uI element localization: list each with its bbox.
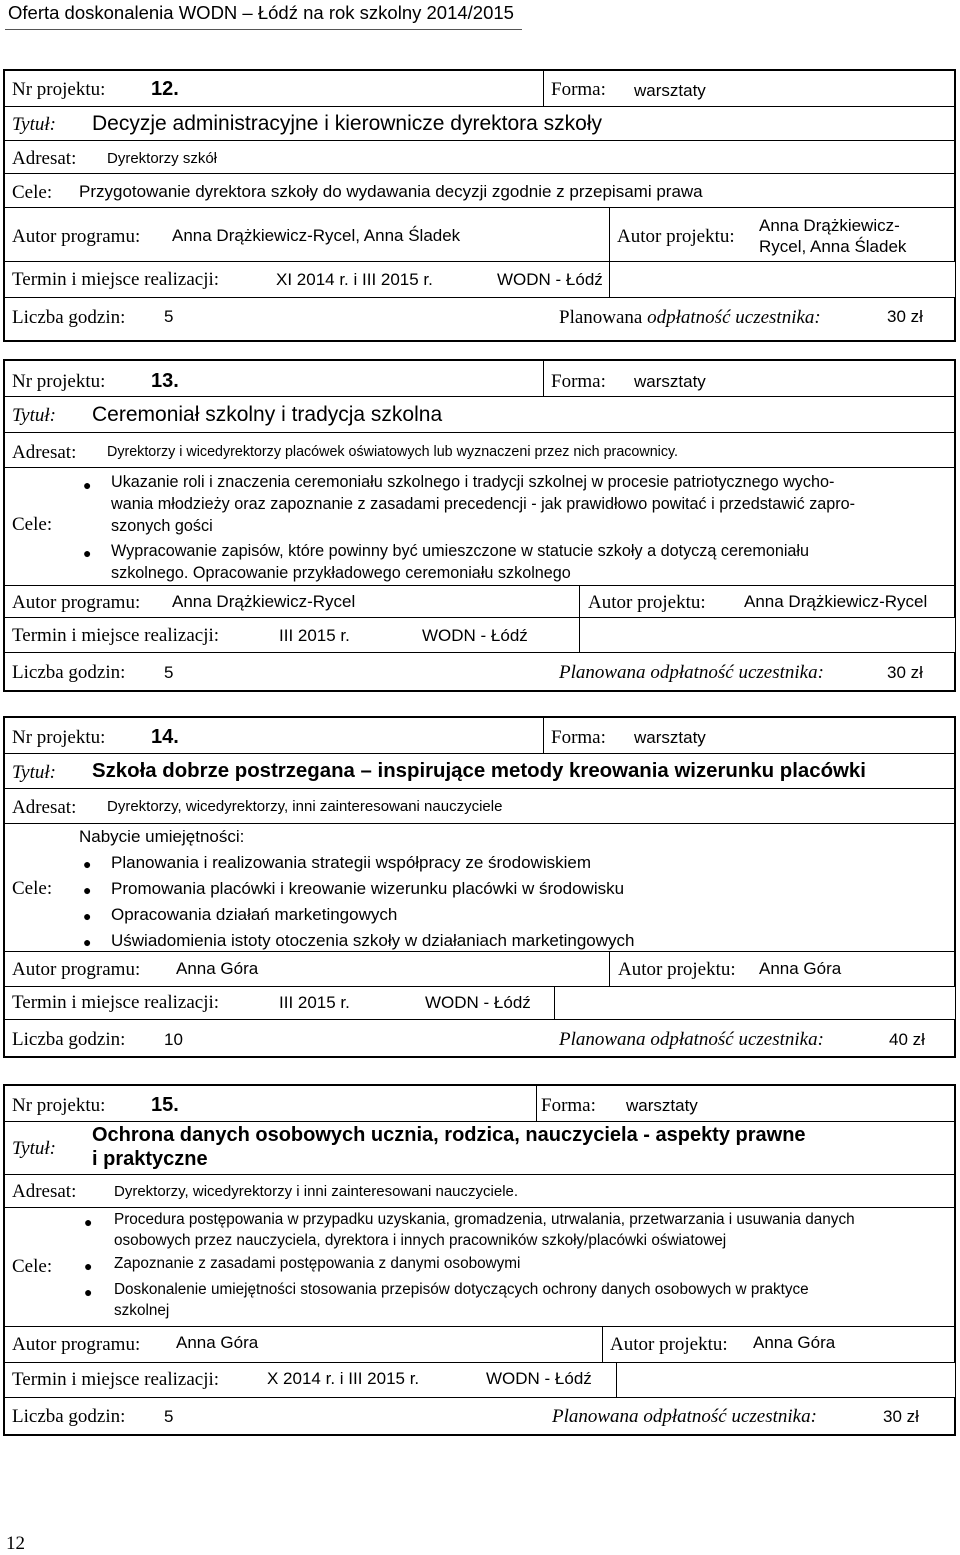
nr-label: Nr projektu: — [12, 727, 106, 748]
autor-projektu-value: Anna Góra — [753, 1333, 836, 1352]
bullet-icon: ● — [84, 1284, 93, 1300]
cele-label: Cele: — [12, 182, 53, 203]
cele-label: Cele: — [12, 514, 53, 535]
autor-projektu-value: Rycel, Anna Śladek — [759, 237, 907, 256]
bullet-icon: ● — [84, 1258, 93, 1274]
cele-item: osobowych przez nauczyciela, dyrektora i innych pracowników szkoły/placówki oświatowej — [114, 1232, 727, 1249]
tytul-label: Tytuł: — [12, 405, 56, 426]
cele-item: Opracowania działań marketingowych — [111, 905, 398, 924]
tytul-label: Tytuł: — [12, 1138, 56, 1159]
project-title: Szkoła dobrze postrzegana – inspirujące metody kreowania wizerunku placówki — [92, 760, 866, 782]
project-number: 15. — [151, 1094, 179, 1116]
cele-intro: Nabycie umiejętności: — [79, 827, 245, 846]
adresat-label: Adresat: — [12, 797, 77, 818]
project-number: 12. — [151, 78, 179, 100]
cele-item: Ukazanie roli i znaczenia ceremoniału szkolnego i tradycji szkolnej w procesie patriotycznego wycho- — [111, 473, 835, 491]
koszt-value: 30 zł — [887, 307, 923, 326]
cele-value: Przygotowanie dyrektora szkoły do wydawania decyzji zgodnie z przepisami prawa — [79, 182, 703, 201]
project-title: Ochrona danych osobowych ucznia, rodzica, nauczyciela - aspekty prawne — [92, 1124, 806, 1146]
page-number: 12 — [6, 1533, 25, 1554]
bullet-icon: ● — [83, 934, 92, 950]
forma-value: warsztaty — [634, 728, 706, 747]
adresat-label: Adresat: — [12, 442, 77, 463]
project-card-15 — [3, 1084, 956, 1436]
project-title: Decyzje administracyjne i kierownicze dyrektora szkoły — [92, 112, 603, 135]
liczba-godzin-label: Liczba godzin: — [12, 307, 126, 328]
cele-item: Planowania i realizowania strategii współpracy ze środowiskiem — [111, 853, 591, 872]
cele-item: Wypracowanie zapisów, które powinny być umieszczone w statucie szkoły a dotyczą ceremoniału — [111, 542, 810, 560]
forma-value: warsztaty — [634, 81, 706, 100]
autor-projektu-label: Autor projektu: — [610, 1334, 728, 1355]
liczba-godzin-label: Liczba godzin: — [12, 1029, 126, 1050]
liczba-godzin-value: 5 — [164, 663, 174, 682]
termin-label: Termin i miejsce realizacji: — [12, 625, 220, 646]
forma-label: Forma: — [541, 1095, 596, 1116]
autor-projektu-value: Anna Góra — [759, 959, 842, 978]
cele-item: Doskonalenie umiejętności stosowania przepisów dotyczących ochrony danych osobowych w praktyce — [114, 1281, 809, 1298]
project-number: 14. — [151, 726, 179, 748]
nr-label: Nr projektu: — [12, 1095, 106, 1116]
planowana-label: Planowana odpłatność uczestnika: — [559, 1029, 824, 1050]
autor-projektu-label: Autor projektu: — [618, 959, 736, 980]
cele-item: wania młodzieży oraz zapoznanie z zasadami precedencji - jak prawidłowo powitać i przedstawić zapro- — [111, 495, 856, 513]
termin-value: III 2015 r. — [279, 626, 350, 645]
bullet-icon: ● — [83, 856, 92, 872]
liczba-godzin-value: 5 — [164, 1407, 174, 1426]
planowana-label: Planowana odpłatność uczestnika: — [559, 307, 821, 328]
termin-label: Termin i miejsce realizacji: — [12, 1369, 220, 1390]
cele-item: Uświadomienia istoty otoczenia szkoły w działaniach marketingowych — [111, 931, 635, 950]
cele-item: Procedura postępowania w przypadku uzyskania, gromadzenia, utrwalania, przetwarzania i usuwania danych — [114, 1211, 855, 1228]
autor-programu-label: Autor programu: — [12, 226, 141, 247]
termin-label: Termin i miejsce realizacji: — [12, 992, 220, 1013]
liczba-godzin-label: Liczba godzin: — [12, 662, 126, 683]
miejsce-value: WODN - Łódź — [497, 270, 603, 289]
forma-label: Forma: — [551, 727, 606, 748]
liczba-godzin-value: 5 — [164, 307, 174, 326]
adresat-value: Dyrektorzy, wicedyrektorzy i inni zainteresowani nauczyciele. — [114, 1183, 519, 1200]
forma-value: warsztaty — [626, 1096, 698, 1115]
cele-item: szkolnego. Opracowanie przykładowego ceremoniału szkolnego — [111, 564, 571, 582]
autor-programu-label: Autor programu: — [12, 592, 141, 613]
project-card-13 — [3, 359, 956, 692]
project-card-14 — [3, 716, 956, 1058]
planowana-label: Planowana odpłatność uczestnika: — [552, 1406, 817, 1427]
miejsce-value: WODN - Łódź — [425, 993, 531, 1012]
project-card-12 — [3, 69, 956, 342]
cele-label: Cele: — [12, 1256, 53, 1277]
autor-programu-value: Anna Góra — [176, 1333, 259, 1352]
project-number: 13. — [151, 370, 179, 392]
autor-programu-value: Anna Drążkiewicz-Rycel — [172, 592, 356, 611]
autor-programu-label: Autor programu: — [12, 959, 141, 980]
nr-label: Nr projektu: — [12, 371, 106, 392]
header-rule — [5, 29, 522, 30]
autor-projektu-label: Autor projektu: — [588, 592, 706, 613]
bullet-icon: ● — [83, 477, 92, 493]
adresat-label: Adresat: — [12, 148, 77, 169]
project-title: i praktyczne — [92, 1148, 208, 1170]
adresat-label: Adresat: — [12, 1181, 77, 1202]
termin-value: XI 2014 r. i III 2015 r. — [276, 270, 433, 289]
koszt-value: 30 zł — [883, 1407, 919, 1426]
autor-programu-value: Anna Drążkiewicz-Rycel, Anna Śladek — [172, 226, 461, 245]
cele-item: Zapoznanie z zasadami postępowania z danymi osobowymi — [114, 1255, 521, 1272]
forma-value: warsztaty — [634, 372, 706, 391]
autor-projektu-label: Autor projektu: — [617, 226, 735, 247]
cele-label: Cele: — [12, 878, 53, 899]
cele-item: Promowania placówki i kreowanie wizerunku placówki w środowisku — [111, 879, 625, 898]
liczba-godzin-label: Liczba godzin: — [12, 1406, 126, 1427]
planowana-label: Planowana odpłatność uczestnika: — [559, 662, 824, 683]
termin-value: X 2014 r. i III 2015 r. — [267, 1369, 420, 1388]
liczba-godzin-value: 10 — [164, 1030, 183, 1049]
forma-label: Forma: — [551, 79, 606, 100]
koszt-value: 40 zł — [889, 1030, 925, 1049]
termin-value: III 2015 r. — [279, 993, 350, 1012]
forma-label: Forma: — [551, 371, 606, 392]
adresat-value: Dyrektorzy szkół — [107, 150, 218, 167]
adresat-value: Dyrektorzy, wicedyrektorzy, inni zainteresowani nauczyciele — [107, 798, 503, 815]
tytul-label: Tytuł: — [12, 114, 56, 135]
koszt-value: 30 zł — [887, 663, 923, 682]
bullet-icon: ● — [83, 908, 92, 924]
autor-projektu-value: Anna Drążkiewicz- — [759, 216, 900, 235]
miejsce-value: WODN - Łódź — [486, 1369, 592, 1388]
autor-projektu-value: Anna Drążkiewicz-Rycel — [744, 592, 928, 611]
cele-item: szkolnej — [114, 1302, 170, 1319]
autor-programu-value: Anna Góra — [176, 959, 259, 978]
bullet-icon: ● — [83, 545, 92, 561]
tytul-label: Tytuł: — [12, 762, 56, 783]
nr-label: Nr projektu: — [12, 79, 106, 100]
autor-programu-label: Autor programu: — [12, 1334, 141, 1355]
miejsce-value: WODN - Łódź — [422, 626, 528, 645]
bullet-icon: ● — [83, 882, 92, 898]
project-title: Ceremoniał szkolny i tradycja szkolna — [92, 403, 443, 426]
cele-item: szonych gości — [111, 517, 213, 535]
bullet-icon: ● — [84, 1214, 93, 1230]
termin-label: Termin i miejsce realizacji: — [12, 269, 220, 290]
page-header: Oferta doskonalenia WODN – Łódź na rok szkolny 2014/2015 — [8, 2, 514, 23]
adresat-value: Dyrektorzy i wicedyrektorzy placówek oświatowych lub wyznaczeni przez nich pracownicy. — [107, 444, 679, 460]
